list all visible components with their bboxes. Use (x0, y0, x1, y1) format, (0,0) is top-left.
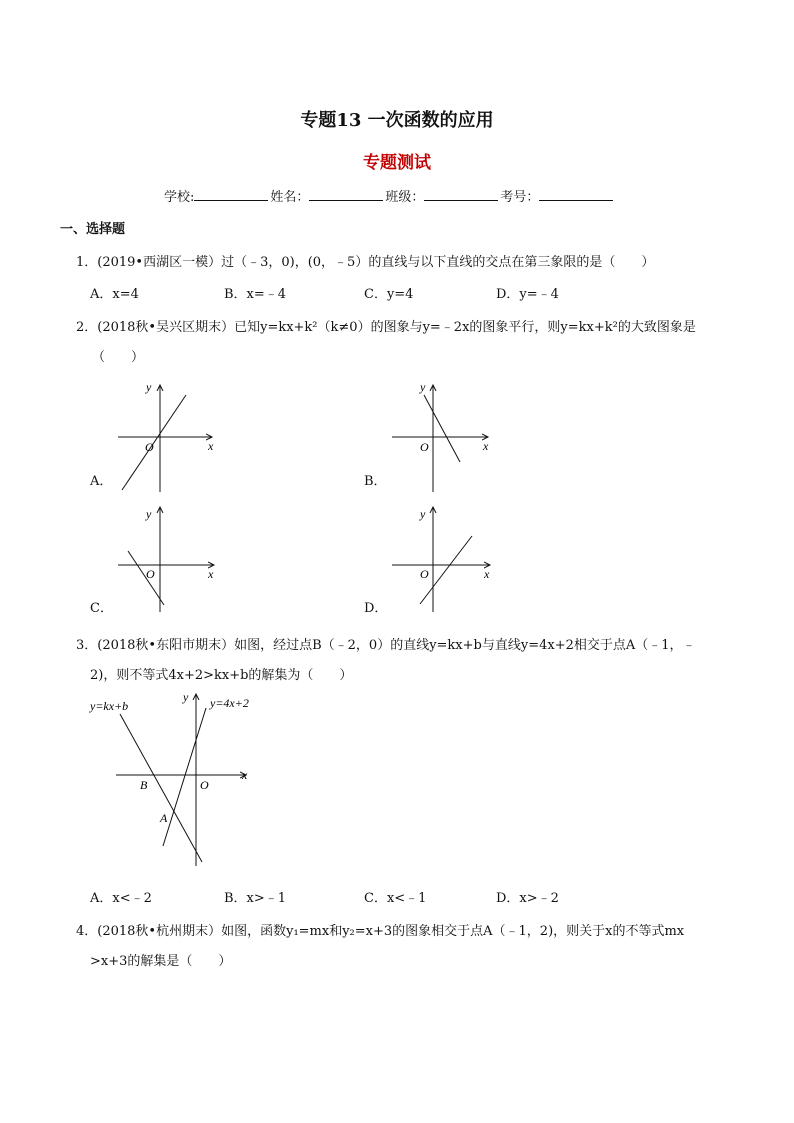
question-2-text: 2．(2018秋•吴兴区期末）已知y=kx+k²（k≠0）的图象与y=﹣2x的图象平行，则y=kx+k²的大致图象是 (76, 320, 696, 335)
q3-label-kx-b: y=kx+b (90, 699, 129, 713)
question-3-option-b: B．x>﹣1 (224, 891, 287, 906)
question-3-option-a: A．x<﹣2 (90, 891, 152, 906)
page-subtitle: 专题测试 (363, 153, 431, 173)
graph-d-x-label: x (484, 567, 490, 581)
graph-b-y-label: y (420, 380, 426, 394)
section-heading-choice: 一、选择题 (60, 222, 126, 237)
graph-b-origin: O (420, 440, 429, 454)
graph-d-origin: O (420, 567, 429, 581)
q3-label-4x-2: y=4x+2 (210, 696, 249, 710)
graph-a-y-label: y (146, 380, 152, 394)
graph-b (392, 380, 489, 492)
question-3-option-d: D．x>﹣2 (496, 891, 559, 906)
q3-line-kx-b (120, 714, 202, 862)
question-3-graph (89, 690, 249, 866)
graph-a-x-label: x (208, 439, 214, 453)
graph-c-y-label: y (146, 507, 152, 521)
q3-x-label: x (242, 768, 248, 782)
name-label: 姓名： (270, 190, 310, 205)
graph-d (392, 507, 490, 612)
graph-c (118, 507, 214, 612)
question-2-option-a: A． (90, 474, 113, 489)
graph-a (118, 380, 214, 492)
q3-point-b: B (140, 778, 148, 792)
page-title: 专题13 一次函数的应用 (300, 110, 494, 131)
graph-a-line (122, 395, 186, 490)
class-label: 班级： (385, 190, 425, 205)
question-3-option-c: C．x<﹣1 (364, 891, 427, 906)
graph-c-origin: O (146, 567, 155, 581)
q3-line-4x-2 (163, 708, 206, 846)
question-3-text-line2: 2)，则不等式4x+2>kx+b的解集为（ ） (90, 668, 353, 683)
question-1-option-a: A．x=4 (90, 287, 139, 302)
question-4-text-line2: >x+3的解集是（ ） (90, 954, 232, 969)
graph-d-y-label: y (420, 507, 426, 521)
question-1-option-c: C．y=4 (364, 287, 414, 302)
number-label: 考号： (500, 190, 540, 205)
graph-b-x-label: x (483, 439, 489, 453)
question-2-option-b: B． (364, 474, 387, 489)
graph-b-line (424, 395, 460, 462)
question-4-text: 4．(2018秋•杭州期末）如图，函数y₁=mx和y₂=x+3的图象相交于点A（﹣1，2)，则关于x的不等式mx (76, 924, 685, 939)
question-1-option-d: D．y=﹣4 (496, 287, 559, 302)
graph-a-origin: O (145, 440, 154, 454)
graph-c-x-label: x (208, 567, 214, 581)
question-3-text: 3．(2018秋•东阳市期末）如图，经过点B（﹣2，0）的直线y=kx+b与直线y=4x+2相交于点A（﹣1，﹣ (76, 638, 696, 653)
question-1-text: 1．(2019•西湖区一模）过（﹣3，0)，(0，﹣5）的直线与以下直线的交点在第三象限的是（ ） (76, 255, 655, 270)
question-2-paren: （ ） (92, 350, 145, 365)
school-label: 学校: (164, 190, 195, 205)
q3-origin: O (200, 778, 209, 792)
question-2-option-c: C． (90, 601, 113, 616)
question-2-option-d: D． (364, 601, 388, 616)
q3-y-label: y (183, 690, 189, 704)
q3-point-a: A (160, 811, 168, 825)
question-1-option-b: B．x=﹣4 (224, 287, 287, 302)
